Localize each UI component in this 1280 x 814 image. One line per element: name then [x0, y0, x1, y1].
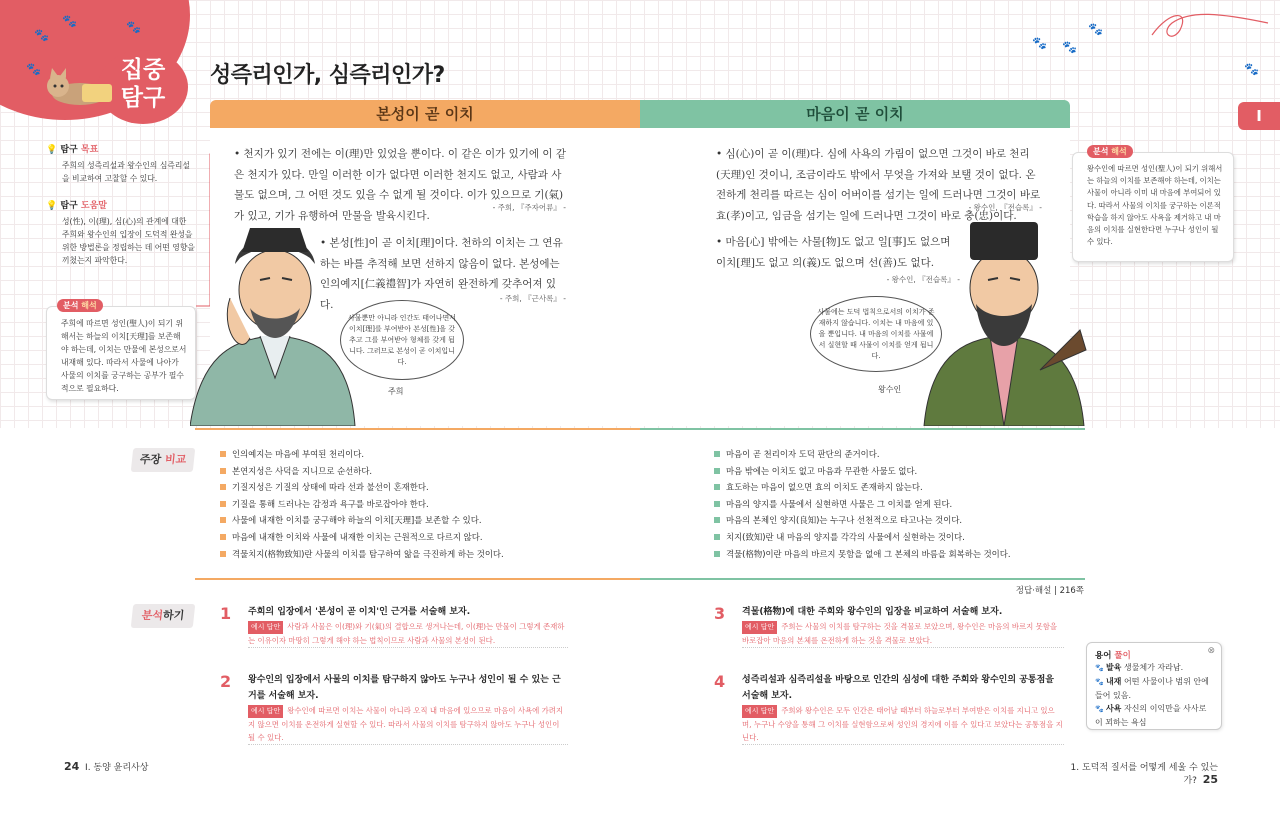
compare-item	[220, 546, 630, 563]
paw-icon: 🐾	[1032, 36, 1047, 50]
bullet-icon	[714, 501, 720, 507]
answer-reference[interactable]: 정답·해설 | 216쪽	[1015, 586, 1084, 596]
paw-icon: 🐾	[1062, 40, 1077, 54]
footer-right-text: 1. 도덕적 질서를 어떻게 세울 수 있는가?	[1070, 763, 1218, 786]
compare-item-text: 마음 밖에는 이치도 없고 마음과 무관한 사물도 없다.	[726, 465, 918, 476]
bullet-icon	[714, 451, 720, 457]
compare-item-text: 격물치지(格物致知)란 사물의 이치를 탐구하여 앎을 극진하게 하는 것이다.	[232, 548, 504, 559]
paw-icon: 🐾	[1088, 22, 1103, 36]
compare-item-text: 기질을 통해 드러나는 감정과 욕구를 바로잡아야 한다.	[232, 498, 429, 509]
question-number: 2	[220, 672, 232, 691]
compare-label: 주장 비교	[131, 448, 196, 472]
bullet-icon	[714, 551, 720, 557]
analysis-text: 왕수인에 따르면 성인(聖人)이 되기 위해서는 하늘의 이치를 보존해야 하는데, 이치는 사물이 아니라 이미 내 마음에 부여되어 있다. 따라서 사물의 이치를 궁구하는 이론적 학습을 하지 않아도 사욕을 제거하고 내 마음의 이치를 실현한다면 누구나 성인이 될 수 있다.	[1087, 164, 1223, 247]
glossary-items	[1095, 661, 1213, 729]
compare-item	[714, 463, 1074, 480]
wang-speech-bubble: 사물에는 도덕 법칙으로서의 이치가 존재하지 않습니다. 이치는 내 마음에 있을 뿐입니다. 내 마음의 이치를 사물에서 실현할 때 사물이 이치를 얻게 됩니다.	[810, 296, 942, 372]
compare-item-text: 마음에 내재한 이치와 사물에 내재한 이치는 근원적으로 다르지 않다.	[232, 531, 483, 542]
zhuxi-illustration	[190, 218, 360, 426]
glossary-term: 발육	[1105, 663, 1122, 672]
zhuxi-quote-1-source: - 주희, 『주자어류』 -	[492, 203, 566, 212]
compare-item-text: 효도하는 마음이 없으면 효의 이치도 존재하지 않는다.	[726, 482, 923, 493]
compare-item	[714, 479, 1074, 496]
header-left: 본성이 곧 이치	[210, 100, 640, 128]
question-number: 3	[714, 604, 726, 623]
glossary-term: 내재	[1105, 677, 1122, 686]
goal-text: 주희의 성즉리설과 왕수인의 심즉리설을 비교하여 고찰할 수 있다.	[62, 161, 190, 183]
bullet-icon	[714, 534, 720, 540]
compare-item-text: 인의예지는 마음에 부여된 천리이다.	[232, 449, 365, 459]
bullet-icon	[714, 484, 720, 490]
footer-right	[1066, 760, 1218, 786]
analysis-tag: 분석 해석	[57, 299, 103, 312]
cat-icon	[44, 64, 118, 108]
compare-list-right	[714, 446, 1074, 562]
help-text: 성(性), 이(理), 심(心)의 관계에 대한 주희와 왕수인의 입장이 도덕적 완성을 위한 방법론을 정립하는 데 어떤 영향을 끼쳤는지 파악한다.	[62, 217, 195, 265]
bullet-icon	[220, 451, 226, 457]
bullet-icon	[220, 517, 226, 523]
bullet-icon	[220, 484, 226, 490]
compare-item	[714, 446, 1074, 463]
paw-icon: 🐾	[34, 28, 49, 42]
analysis-text: 주희에 따르면 성인(聖人)이 되기 위해서는 하늘의 이치[天理]를 보존해야 하는데, 이치는 만물에 본성으로서 내재해 있다. 따라서 사물에 나아가 사물의 이치를 궁구하는 공부가 필수적으로 필요하다.	[61, 319, 187, 393]
compare-item-text: 마음의 양지를 사물에서 실현하면 사물은 그 이치를 얻게 된다.	[726, 498, 953, 509]
bullet-icon	[220, 501, 226, 507]
paw-icon: 🐾	[62, 14, 77, 28]
example-answer[interactable]: 예시 답안 주희는 사물의 이치를 탐구하는 것을 격물로 보았으며, 왕수인은 마음의 바르지 못함을 바로잡아 마음의 본체를 온전하게 하는 것을 격물로 보았다.	[742, 620, 1064, 648]
question-text: 격물(格物)에 대한 주희와 왕수인의 입장을 비교하여 서술해 보자.	[742, 607, 1003, 617]
compare-item	[220, 512, 630, 529]
help-title: 💡 탐구 도움말	[46, 201, 107, 211]
compare-item	[714, 512, 1074, 529]
question-text: 성즉리설과 심즉리설을 바탕으로 인간의 심성에 대한 주희와 왕수인의 공통점을 서술해 보자.	[742, 675, 1054, 701]
header-right: 마음이 곧 이치	[640, 100, 1070, 128]
compare-item	[220, 529, 630, 546]
bullet-icon	[714, 517, 720, 523]
compare-item	[714, 546, 1074, 563]
question-text: 왕수인의 입장에서 사물의 이치를 탐구하지 않아도 누구나 성인이 될 수 있는 근거를 서술해 보자.	[248, 675, 561, 701]
wang-illustration	[920, 220, 1088, 426]
goal-title: 💡 탐구 목표	[46, 145, 99, 155]
analyze-label: 분석하기	[131, 604, 196, 628]
wang-quote-2-source: - 왕수인, 『전습록』 -	[886, 275, 960, 284]
compare-item	[220, 463, 630, 480]
wang-quote-1-source: - 왕수인, 『전습록』 -	[968, 203, 1042, 212]
footer-left-text: I. 동양 윤리사상	[85, 763, 149, 773]
paw-icon: 🐾	[1095, 664, 1106, 672]
zhuxi-quote-1: • 천지가 있기 전에는 이(理)만 있었을 뿐이다. 이 같은 이가 있기에 이 같은 천지가 있다. 만일 이러한 이가 없다면 이러한 천지도 없고, 사람과 사물도 없으며, 그 어떤 것도 있을 수 없게 될 것이다. 이가 있으므로 기(氣)가 있고, 기가 유행하여 만물을 발육시킨다.	[234, 148, 566, 222]
compare-item-text: 마음이 곧 천리이자 도덕 판단의 준거이다.	[726, 449, 880, 459]
glossary-definition: 자신의 이익만을 사사로이 꾀하는 욕심	[1095, 704, 1207, 727]
glossary-term: 사욕	[1105, 704, 1122, 713]
divider-left	[195, 428, 640, 430]
bullet-icon	[714, 468, 720, 474]
badge-line2: 탐구	[120, 85, 166, 111]
glossary-item	[1095, 702, 1213, 729]
divider-right-bottom	[640, 578, 1085, 580]
compare-list-left	[220, 446, 630, 562]
paw-icon: 🐾	[1095, 705, 1106, 713]
header-blob-corner	[0, 0, 110, 50]
compare-item	[220, 446, 630, 463]
compare-item	[220, 496, 630, 513]
analysis-tag: 분석 해석	[1087, 145, 1133, 158]
question-text: 주희의 입장에서 '본성이 곧 이치'인 근거를 서술해 보자.	[248, 607, 471, 617]
paw-icon: 🐾	[26, 62, 41, 76]
paw-icon: 🐾	[126, 20, 141, 34]
analysis-note-right	[1072, 147, 1234, 262]
divider-right	[640, 428, 1085, 430]
compare-item-text: 사물에 내재한 이치를 궁구해야 하늘의 이치[天理]를 보존할 수 있다.	[232, 515, 482, 526]
wang-name-label: 왕수인	[878, 385, 902, 394]
zhuxi-quote-2: • 본성[性]이 곧 이치[理]이다. 천하의 이치는 그 연유하는 바를 추적해 보면 선하지 않음이 없다. 본성에는 인의예지[仁義禮智]가 자연히 완전하게 갖추어져 있다.	[320, 237, 563, 311]
paw-icon: 🐾	[1095, 678, 1106, 686]
compare-item	[220, 479, 630, 496]
compare-item-text: 치지(致知)란 내 마음의 양지를 각각의 사물에서 실현하는 것이다.	[726, 531, 965, 542]
zhuxi-quote-2-source: - 주희, 『근사록』 -	[499, 294, 566, 303]
close-icon[interactable]: ⊗	[1207, 646, 1215, 656]
wang-quote-2: • 마음[心] 밖에는 사물[物]도 없고 일[事]도 없으며 이치[理]도 없고 의(義)도 없으며 선(善)도 없다.	[716, 236, 951, 269]
question-number: 1	[220, 604, 232, 623]
glossary-box	[1086, 642, 1222, 730]
analysis-note-left	[46, 301, 196, 400]
footer-left	[64, 760, 148, 773]
page-number-left: 24	[64, 760, 80, 773]
bullet-icon	[220, 468, 226, 474]
compare-item-text: 마음의 본체인 양지(良知)는 누구나 선천적으로 타고나는 것이다.	[726, 515, 963, 526]
compare-item-text: 격물(格物)이란 마음의 바르지 못함을 없애 그 본체의 바름을 회복하는 것이다.	[726, 548, 1011, 559]
example-answer[interactable]: 예시 답안 왕수인에 따르면 이치는 사물이 아니라 오직 내 마음에 있으므로 마음이 사욕에 가려지지 않으면 이치를 온전하게 실현할 수 있다. 따라서 사물의 이치를 탐구하지 않아도 누구나 성인이 될 수 있다.	[248, 704, 568, 745]
wang-quote-1: • 심(心)이 곧 이(理)다. 심에 사욕의 가림이 없으면 그것이 바로 천리(天理)인 것이니, 조금이라도 밖에서 무엇을 가져와 보탤 것이 없다. 온전하게 천리를 따르는 심이 어버이를 섬기는 일에 드러나면 그것이 바로 효(孝)이고, 임금을 섬기는 일에 드러나면 그것이 바로 충(忠)이다.	[716, 148, 1041, 222]
zhuxi-name-label: 주희	[388, 387, 404, 396]
example-answer[interactable]: 예시 답안 사람과 사물은 이(理)와 기(氣)의 결합으로 생겨나는데, 이(理)는 만물이 그렇게 존재하는 이유이자 마땅히 그렇게 해야 하는 법칙이므로 사람과 사물의 본성이 된다.	[248, 620, 568, 648]
bullet-icon	[220, 551, 226, 557]
help-section	[46, 198, 196, 267]
chapter-tab[interactable]: I	[1238, 102, 1280, 130]
paw-icon: 🐾	[1244, 62, 1259, 76]
compare-item-text: 본연지성은 사덕을 지니므로 순선하다.	[232, 465, 373, 476]
page-number-right: 25	[1202, 773, 1218, 786]
compare-item-text: 기질지성은 기질의 상태에 따라 선과 불선이 혼재한다.	[232, 482, 429, 493]
glossary-definition: 생물체가 자라남.	[1123, 663, 1184, 672]
swirl-decoration	[1150, 5, 1270, 45]
glossary-title: 용어 풀이	[1095, 651, 1131, 661]
compare-item	[714, 529, 1074, 546]
glossary-item	[1095, 661, 1213, 675]
glossary-item	[1095, 675, 1213, 702]
page-title: 성즉리인가, 심즉리인가?	[210, 63, 445, 88]
bullet-icon	[220, 534, 226, 540]
badge-line1: 집중	[120, 57, 166, 83]
goal-section	[46, 142, 196, 185]
divider-left-bottom	[195, 578, 640, 580]
glossary-definition: 어떤 사물이나 범위 안에 들어 있음.	[1095, 677, 1209, 700]
zhuxi-speech-bubble: 사물뿐만 아니라 인간도 태어나면서 이치[理]를 부여받아 본성[性]을 갖추고 그를 부여받아 형체를 갖게 됩니다. 그러므로 본성이 곧 이치입니다.	[340, 300, 464, 380]
example-answer[interactable]: 예시 답안 주희와 왕수인은 모두 인간은 태어날 때부터 하늘로부터 부여받은 이치를 지니고 있으며, 누구나 수양을 통해 그 이치를 실현함으로써 성인의 경지에 이를 수 있다고 보았다는 공통점을 지닌다.	[742, 704, 1064, 745]
compare-item	[714, 496, 1074, 513]
question-number: 4	[714, 672, 726, 691]
